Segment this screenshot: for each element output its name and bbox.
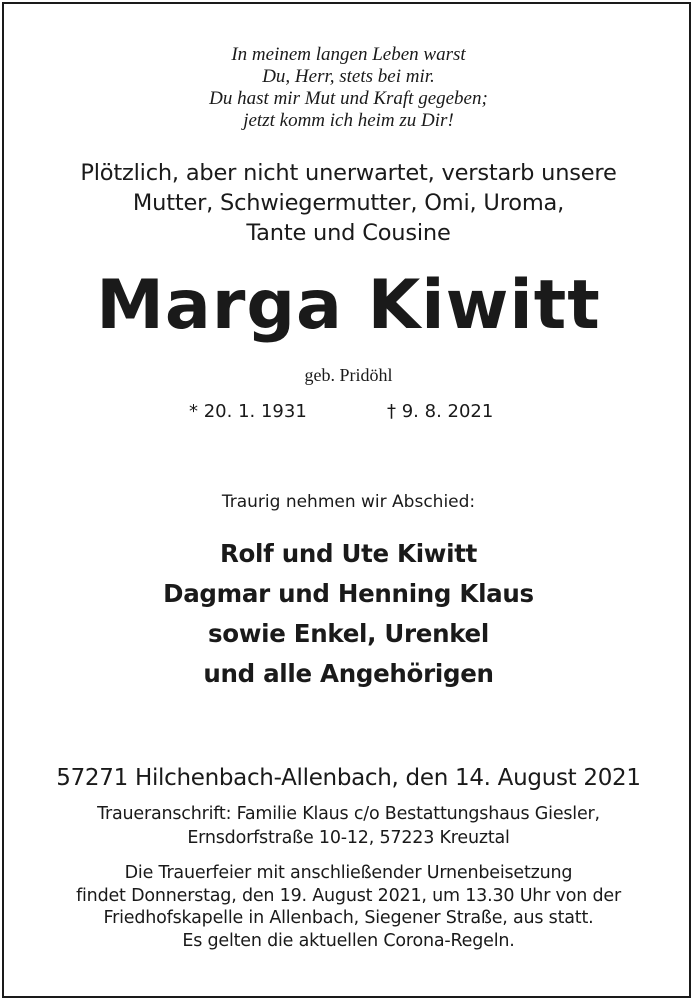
- mourners-list: [4, 534, 693, 694]
- address-line: Traueranschrift: Familie Klaus c/o Bestattungshaus Giesler,: [97, 804, 600, 824]
- obituary-frame: [2, 2, 691, 998]
- announcement-line: Plötzlich, aber nicht unerwartet, verstarb unsere: [80, 160, 617, 186]
- poem-line: In meinem langen Leben warst: [231, 44, 466, 65]
- maiden-name: geb. Pridöhl: [304, 365, 393, 385]
- poem-line: Du hast mir Mut und Kraft gegeben;: [209, 88, 488, 109]
- death-date: † 9. 8. 2021: [387, 401, 494, 422]
- service-line: Friedhofskapelle in Allenbach, Siegener Straße, aus statt.: [103, 908, 594, 928]
- poem-verse: [4, 44, 693, 132]
- mourner-line: und alle Angehörigen: [203, 659, 494, 688]
- address-line: Ernsdorfstraße 10-12, 57223 Kreuztal: [187, 828, 510, 848]
- birth-date: * 20. 1. 1931: [189, 401, 307, 422]
- service-line: findet Donnerstag, den 19. August 2021, um 13.30 Uhr von der: [76, 885, 621, 906]
- death-announcement: [4, 158, 693, 248]
- service-notice: [4, 862, 693, 952]
- service-line: Es gelten die aktuellen Corona-Regeln.: [182, 930, 515, 951]
- farewell-line: Traurig nehmen wir Abschied:: [221, 492, 476, 512]
- mourner-line: Rolf und Ute Kiwitt: [219, 539, 478, 568]
- announcement-line: Mutter, Schwiegermutter, Omi, Uroma,: [132, 190, 565, 216]
- deceased-name: Marga Kiwitt: [96, 266, 601, 345]
- announcement-line: Tante und Cousine: [246, 220, 451, 246]
- mourner-line: Dagmar und Henning Klaus: [163, 579, 534, 608]
- poem-line: Du, Herr, stets bei mir.: [262, 66, 435, 87]
- place-and-date: 57271 Hilchenbach-Allenbach, den 14. August 2021: [56, 765, 641, 791]
- mourning-address: [4, 802, 693, 850]
- service-line: Die Trauerfeier mit anschließender Urnenbeisetzung: [124, 863, 573, 883]
- poem-line: jetzt komm ich heim zu Dir!: [243, 110, 454, 131]
- mourner-line: sowie Enkel, Urenkel: [208, 619, 489, 648]
